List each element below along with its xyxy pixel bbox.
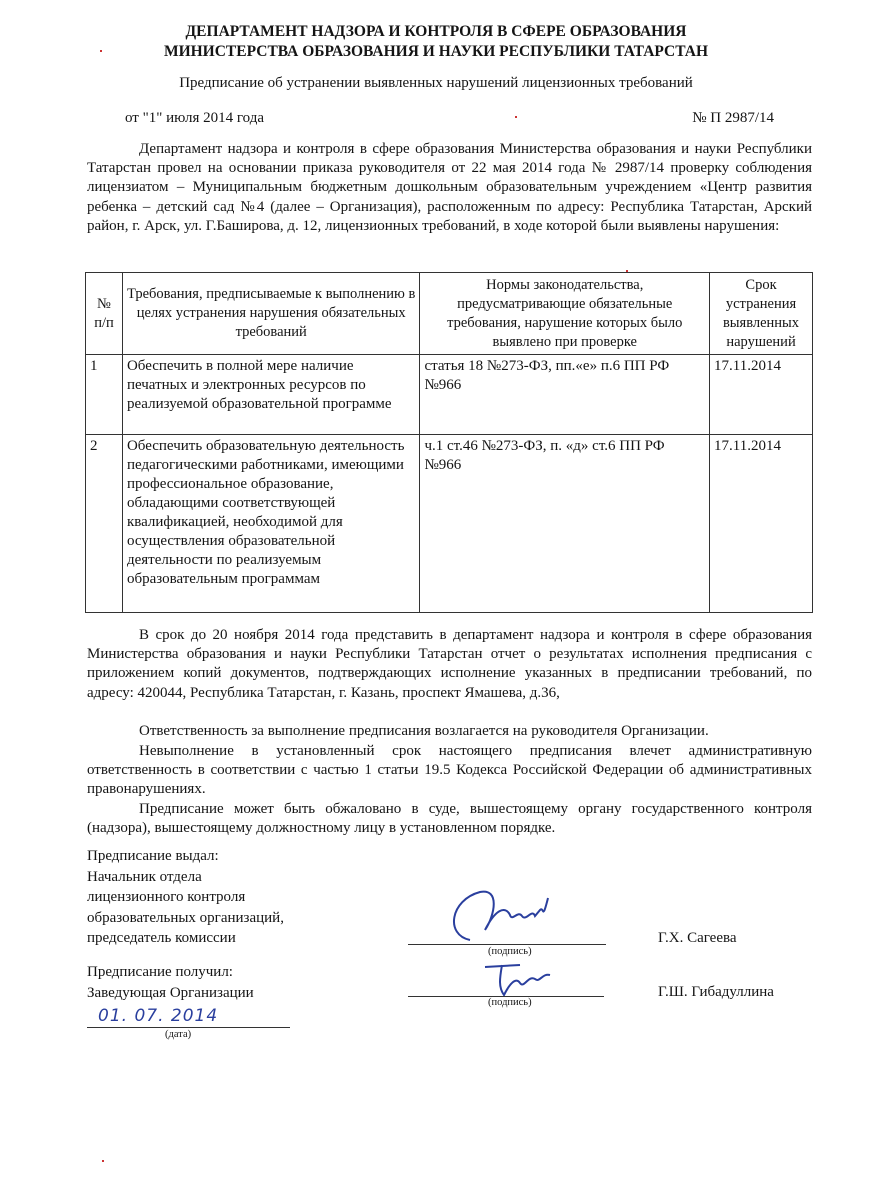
issuer-line: Предписание выдал:	[87, 848, 219, 864]
column-header-deadline: Срок устранения выявленных нарушений	[710, 273, 813, 355]
row-deadline: 17.11.2014	[710, 355, 813, 435]
header-line-2: МИНИСТЕРСТВА ОБРАЗОВАНИЯ И НАУКИ РЕСПУБЛИКИ ТАТАРСТАН	[163, 43, 709, 60]
row-norm: ч.1 ст.46 №273-ФЗ, п. «д» ст.6 ПП РФ №966	[420, 435, 710, 613]
issuer-signature-caption: (подпись)	[488, 946, 532, 957]
issuer-line: лицензионного контроля	[87, 889, 246, 905]
document-number: № П 2987/14	[692, 110, 774, 126]
scan-speck	[515, 116, 517, 118]
receipt-date-caption: (дата)	[165, 1029, 192, 1040]
intro-paragraph: Департамент надзора и контроля в сфере образования Министерства образования и науки Республики Татарстан провел на основании приказа руководителя от 22 мая 2014 года № 2987/14 проверку соблюдения лицензиатом – Муниципальным бюджетным дошкольным образовательным учреждением «Центр развития ребенка – детский сад №4 (далее – Организация), расположенным по адресу: Республика Татарстан, Арский район, г. Арск, ул. Г.Баширова, д. 12, лицензионных требований, в ходе которой были выявлены нарушения:	[87, 141, 812, 234]
row-requirement: Обеспечить образовательную деятельность педагогическими работниками, имеющими профессиональное образование, обладающими соответствующей квалификацией, необходимой для осуществления образовательной деятельности по реализуемым образовательным программам	[122, 435, 420, 613]
receiver-name: Г.Ш. Гибадуллина	[658, 984, 774, 1000]
receiver-signature	[480, 955, 560, 1000]
receipt-date-line	[87, 1027, 290, 1028]
row-norm: статья 18 №273-ФЗ, пп.«е» п.6 ПП РФ №966	[420, 355, 710, 435]
table-header-row	[86, 273, 813, 355]
appeal-paragraph: Предписание может быть обжаловано в суде, вышестоящему органу государственного контроля (надзора), вышестоящему должностному лицу в установленном порядке.	[87, 801, 812, 837]
issuer-line: председатель комиссии	[87, 930, 236, 946]
receiver-line: Предписание получил:	[87, 964, 233, 980]
responsibility-paragraph: Ответственность за выполнение предписания возлагается на руководителя Организации.	[139, 723, 709, 739]
issuer-line: Начальник отдела	[87, 868, 202, 885]
issuer-signature	[440, 880, 560, 950]
non-compliance-paragraph: Невыполнение в установленный срок настоящего предписания влечет административную ответственность в соответствии с частью 1 статьи 19.5 Кодекса Российской Федерации об административных правонарушениях.	[87, 743, 812, 798]
row-number: 1	[86, 355, 123, 435]
table-row	[86, 435, 813, 613]
issuer-line: образовательных организаций,	[87, 909, 284, 926]
scan-speck	[626, 270, 628, 272]
scan-speck	[102, 1160, 104, 1162]
document-date: от "1" июля 2014 года	[125, 110, 264, 126]
receiver-signature-caption: (подпись)	[488, 997, 532, 1008]
issuer-signature-line	[408, 944, 606, 945]
receiver-block	[87, 962, 254, 1003]
report-paragraph: В срок до 20 ноября 2014 года представить в департамент надзора и контроля в сфере образования Министерства образования и науки Республики Татарстан отчет о результатах исполнения предписания с приложением копий документов, подтверждающих исполнение указанных в предписании требований, по адресу: 420044, Республика Татарстан, г. Казань, проспект Ямашева, д.36,	[87, 627, 812, 701]
column-header-requirement: Требования, предписываемые к выполнению в целях устранения нарушения обязательных требований	[122, 273, 420, 355]
issuer-name: Г.Х. Сагеева	[658, 930, 737, 946]
table-row	[86, 355, 813, 435]
document-subtitle: Предписание об устранении выявленных нарушений лицензионных требований	[179, 75, 693, 91]
issuer-block	[87, 846, 284, 949]
header-line-1: ДЕПАРТАМЕНТ НАДЗОРА И КОНТРОЛЯ В СФЕРЕ ОБРАЗОВАНИЯ	[185, 23, 687, 40]
row-deadline: 17.11.2014	[710, 435, 813, 613]
receiver-line: Заведующая Организации	[87, 984, 254, 1001]
receipt-date-handwritten: 01. 07. 2014	[98, 1006, 219, 1026]
column-header-number: № п/п	[86, 273, 123, 355]
column-header-norm: Нормы законодательства, предусматривающие обязательные требования, нарушение которых было выявлено при проверке	[420, 273, 710, 355]
scan-speck	[100, 50, 102, 52]
row-requirement: Обеспечить в полной мере наличие печатных и электронных ресурсов по реализуемой образовательной программе	[122, 355, 420, 435]
requirements-table	[85, 272, 813, 613]
row-number: 2	[86, 435, 123, 613]
